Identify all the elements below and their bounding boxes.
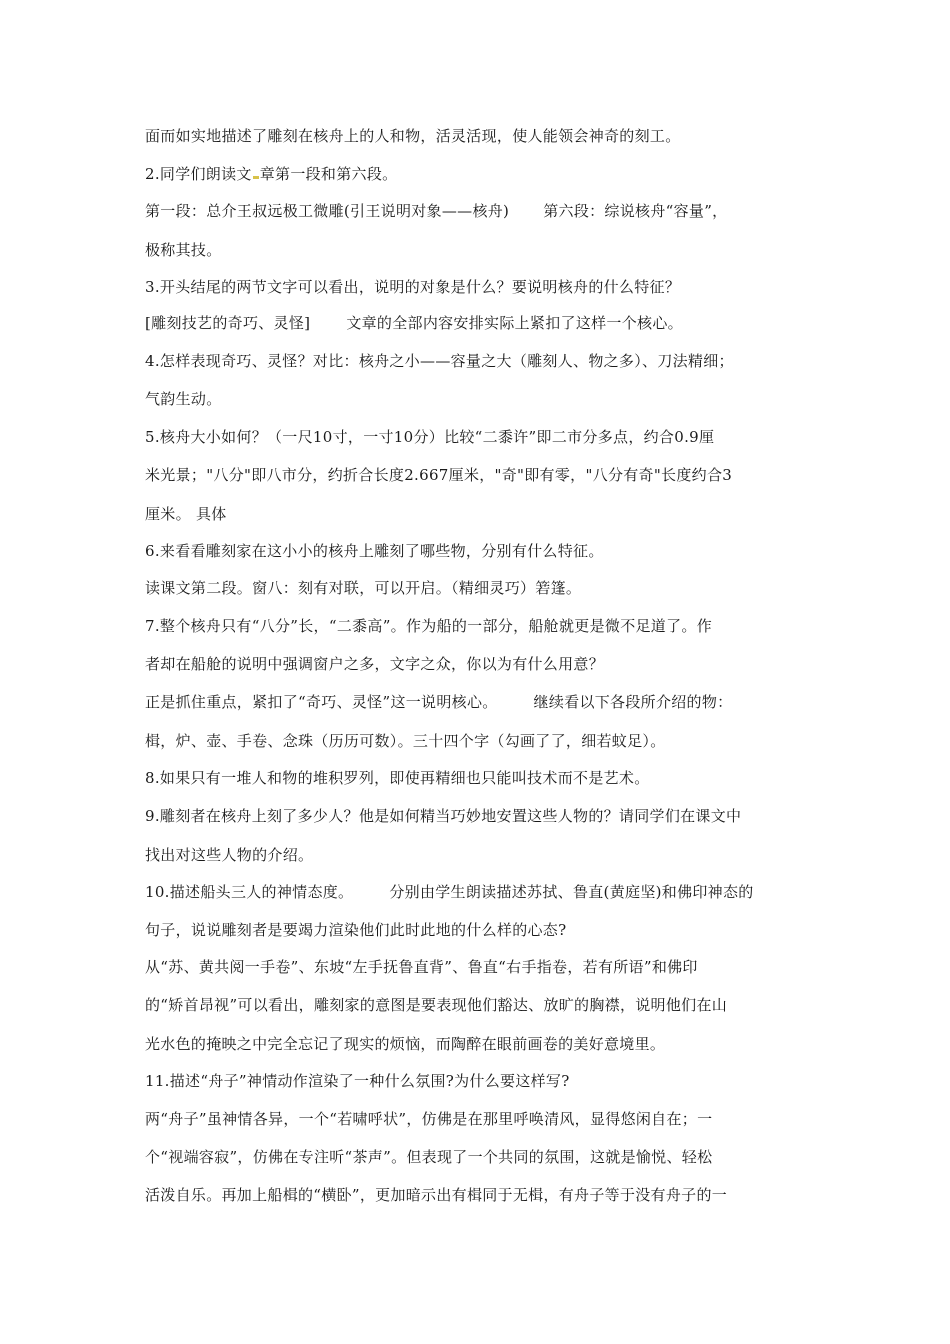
text-line (145, 768, 815, 788)
line-text: 活泼自乐。再加上船楫的“横卧”，更加暗示出有楫同于无楫，有舟子等于没有舟子的一 (145, 1186, 728, 1204)
line-text: [雕刻技艺的奇巧、灵怪] (145, 314, 311, 332)
text-line (145, 541, 815, 561)
text-line (145, 957, 815, 977)
line-text: 面而如实地描述了雕刻在核舟上的人和物，活灵活现，使人能领会神奇的刻工。 (145, 127, 681, 145)
line-text: 光水色的掩映之中完全忘记了现实的烦恼，而陶醉在眼前画卷的美好意境里。 (145, 1035, 666, 1053)
text-line (145, 806, 815, 826)
text-line (145, 731, 815, 751)
text-line (145, 1071, 815, 1091)
line-text: 6.来看看雕刻家在这小小的核舟上雕刻了哪些物，分别有什么特征。 (145, 542, 604, 560)
text-line (145, 351, 815, 371)
text-line (145, 920, 815, 940)
line-text: 第一段：总介王叔远极工微雕(引王说明对象——核舟) (145, 202, 510, 220)
line-text: 句子，说说雕刻者是要竭力渲染他们此时此地的什么样的心态? (145, 921, 567, 939)
text-line (145, 1034, 815, 1054)
highlight-mark (253, 176, 259, 179)
text-line (145, 692, 815, 712)
line-text: 2.同学们朗读文 (145, 165, 252, 183)
text-line (145, 1147, 815, 1167)
text-line (145, 1185, 815, 1205)
line-text: 的“矫首昂视”可以看出，雕刻家的意图是要表现他们豁达、放旷的胸襟，说明他们在山 (145, 996, 728, 1014)
line-text: 正是抓住重点，紧扣了“奇巧、灵怪”这一说明核心。 (145, 693, 498, 711)
line-text: 第六段：综说核舟“容量”， (543, 202, 728, 220)
text-line (145, 465, 815, 485)
text-line (145, 201, 815, 221)
text-line (145, 126, 815, 146)
line-text: 米光景；"八分"即八市分，约折合长度2.667厘米，"奇"即有零，"八分有奇"长度约合3 (145, 466, 733, 484)
line-text: 气韵生动。 (145, 390, 222, 408)
text-line (145, 882, 815, 902)
text-line (145, 578, 815, 598)
line-text: 11.描述“舟子”神情动作渲染了一种什么氛围?为什么要这样写? (145, 1072, 570, 1090)
line-text: 8.如果只有一堆人和物的堆积罗列，即使再精细也只能叫技术而不是艺术。 (145, 769, 650, 787)
line-text: 5.核舟大小如何？（一尺10寸，一寸10分）比较“二黍许”即二市分多点，约合0.9厘 (145, 428, 715, 446)
text-line (145, 240, 815, 260)
text-line (145, 1109, 815, 1129)
line-text: 两“舟子”虽神情各异，一个“若啸呼状”，仿佛是在那里呼唤清风，显得悠闲自在；一 (145, 1110, 713, 1128)
text-line (145, 313, 815, 333)
text-line (145, 427, 815, 447)
line-text: 4.怎样表现奇巧、灵怪？对比：核舟之小——容量之大（雕刻人、物之多）、刀法精细； (145, 352, 734, 370)
line-text: 继续看以下各段所介绍的物： (533, 693, 733, 711)
text-line (145, 164, 815, 184)
line-text: 者却在船舱的说明中强调窗户之多，文字之众，你以为有什么用意？ (145, 655, 605, 673)
line-text: 9.雕刻者在核舟上刻了多少人？他是如何精当巧妙地安置这些人物的？请同学们在课文中 (145, 807, 742, 825)
text-line (145, 504, 815, 524)
text-line (145, 845, 815, 865)
line-text: 7.整个核舟只有“八分”长，“二黍高”。作为船的一部分，船舱就更是微不足道了。作 (145, 617, 712, 635)
line-text: 楫，炉、壶、手卷、念珠（历历可数）。三十四个字（勾画了了，细若蚊足）。 (145, 732, 666, 750)
text-line (145, 389, 815, 409)
text-line (145, 277, 815, 297)
line-text: 找出对这些人物的介绍。 (145, 846, 314, 864)
line-text: 读课文第二段。窗八：刻有对联，可以开启。（精细灵巧）箬篷。 (145, 579, 582, 597)
line-text: 3.开头结尾的两节文字可以看出，说明的对象是什么？要说明核舟的什么特征？ (145, 278, 681, 296)
line-text: 极称其技。 (145, 241, 222, 259)
line-text: 厘米。 具体 (145, 505, 227, 523)
line-text: 从“苏、黄共阅一手卷”、东坡“左手抚鲁直背”、鲁直“右手指卷，若有所语”和佛印 (145, 958, 698, 976)
line-text: 10.描述船头三人的神情态度。 (145, 883, 354, 901)
text-line (145, 654, 815, 674)
line-text: 个“视端容寂”，仿佛在专注听“茶声”。但表现了一个共同的氛围，这就是愉悦、轻松 (145, 1148, 713, 1166)
line-text: 文章的全部内容安排实际上紧扣了这样一个核心。 (346, 314, 683, 332)
line-text: 分别由学生朗读描述苏拭、鲁直(黄庭坚)和佛印神态的 (389, 883, 754, 901)
text-line (145, 616, 815, 636)
line-text: 章第一段和第六段。 (259, 165, 398, 183)
text-line (145, 995, 815, 1015)
